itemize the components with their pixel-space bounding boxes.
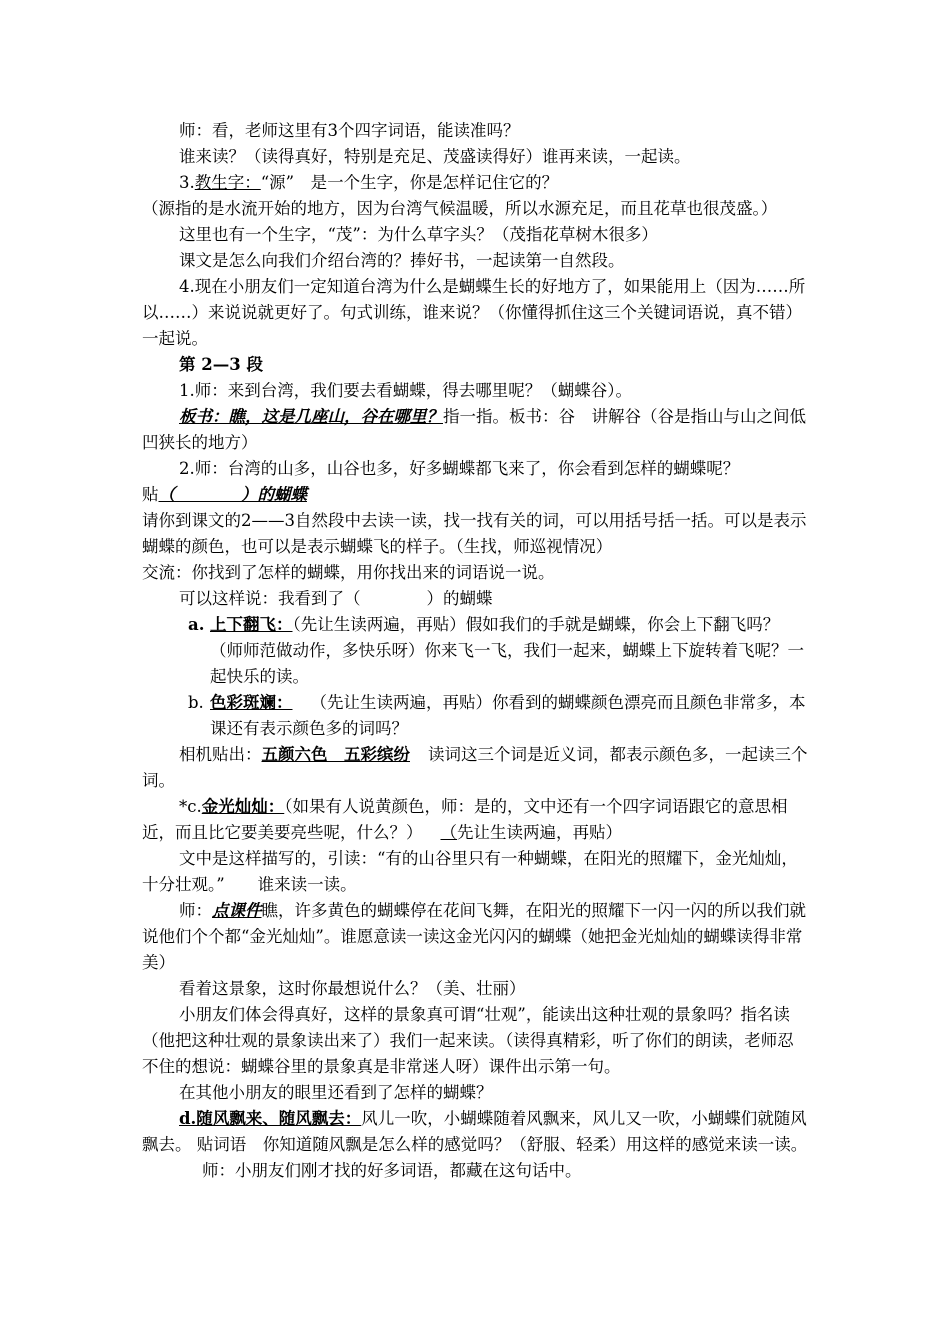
text: （如果有人说黄颜色，师：是的，文中还有一个四字词语跟它的意思相近，而且比它要美要亮些呢，什么？） bbox=[142, 797, 788, 842]
text: （先让生读两遍，再贴）你看到的蝴蝶颜色漂亮而且颜色非常多，本课还有表示颜色多的词吗？ bbox=[210, 693, 806, 738]
paragraph: 师：看，老师这里有3个四字词语，能读准吗？ bbox=[179, 121, 520, 140]
underlined-term: d.随风飘来、随风飘去： bbox=[179, 1109, 362, 1128]
text: 读词这三个词是近义词，都表示颜色多，一起读三个词。 bbox=[142, 745, 808, 790]
paragraph: 4.现在小朋友们一定知道台湾为什么是蝴蝶生长的好地方了，如果能用上（因为……所以……）来说说就更好了。句式训练，谁来说？（你懂得抓住这三个关键词语说，真不错）一起说。 bbox=[142, 277, 806, 348]
underlined-term: 色彩斑斓： bbox=[210, 693, 293, 712]
board-note: 点课件 bbox=[212, 901, 262, 920]
text: *c. bbox=[179, 797, 202, 816]
document-page bbox=[142, 118, 810, 1184]
underlined-term: 五颜六色 五彩缤纷 bbox=[261, 745, 410, 764]
paragraph: 看着这景象，这时你最想说什么？（美、壮丽） bbox=[179, 979, 526, 998]
list-item-a bbox=[142, 612, 810, 690]
paragraph: 2.师：台湾的山多，山谷也多，好多蝴蝶都飞来了，你会看到怎样的蝴蝶呢？ bbox=[179, 459, 740, 478]
paragraph bbox=[142, 482, 810, 508]
paragraph: 课文是怎么向我们介绍台湾的？捧好书，一起读第一自然段。 bbox=[179, 251, 625, 270]
text: “源” 是一个生字，你是怎样记住它的？ bbox=[260, 173, 559, 192]
text: 相机贴出： bbox=[179, 745, 262, 764]
underlined-term: 上下翻飞： bbox=[210, 615, 293, 634]
paragraph: 交流：你找到了怎样的蝴蝶，用你找出来的词语说一说。 bbox=[142, 563, 555, 582]
list-item-b bbox=[142, 690, 810, 742]
paragraph: 请你到课文的2——3自然段中去读一读，找一找有关的词，可以用括号括一括。可以是表示蝴蝶的颜色，也可以是表示蝴蝶飞的样子。（生找，师巡视情况） bbox=[142, 511, 807, 556]
paragraph bbox=[142, 742, 810, 794]
board-note: 板书：瞧，这是几座山，谷在哪里？ bbox=[179, 407, 443, 426]
text: 瞧，许多黄色的蝴蝶停在花间飞舞，在阳光的照耀下一闪一闪的所以我们就说他们个个都“金光灿灿”。谁愿意读一读这金光闪闪的蝴蝶（她把金光灿灿的蝴蝶读得非常美） bbox=[142, 901, 806, 972]
board-note: （ ）的蝴蝶 bbox=[158, 485, 307, 504]
text: 师： bbox=[179, 901, 212, 920]
paragraph bbox=[142, 794, 810, 846]
list-marker: a. bbox=[188, 615, 205, 634]
paragraph: 谁来读？（读得真好，特别是充足、茂盛读得好）谁再来读，一起读。 bbox=[179, 147, 691, 166]
paragraph: 可以这样说：我看到了（ ）的蝴蝶 bbox=[179, 589, 493, 608]
text: 指一指。板书：谷 讲解谷（谷是指山与山之间低凹狭长的地方） bbox=[142, 407, 806, 452]
text: 风儿一吹，小蝴蝶随着风飘来，风儿又一吹，小蝴蝶们就随风飘去。 贴词语 你知道随风飘是怎么样的感觉吗？（舒服、轻柔）用这样的感觉来读一读。 bbox=[142, 1109, 808, 1154]
underlined-term: 教生字： bbox=[194, 173, 261, 192]
paragraph: 文中是这样描写的，引读：“有的山谷里只有一种蝴蝶，在阳光的照耀下，金光灿灿，十分壮观。” 谁来读一读。 bbox=[142, 849, 798, 894]
paragraph bbox=[142, 1106, 810, 1158]
item-number: 3. bbox=[179, 173, 195, 192]
paragraph: 师：小朋友们刚才找的好多词语，都藏在这句话中。 bbox=[202, 1161, 582, 1180]
section-heading: 第 2—3 段 bbox=[179, 355, 263, 374]
paragraph: 1.师：来到台湾，我们要去看蝴蝶，得去哪里呢？（蝴蝶谷）。 bbox=[179, 381, 632, 400]
paragraph bbox=[142, 898, 810, 976]
list-marker: b. bbox=[188, 693, 204, 712]
text: 先让生读两遍，再贴） bbox=[457, 823, 622, 842]
text: （先让生读两遍，再贴）假如我们的手就是蝴蝶，你会上下翻飞吗？（师师范做动作，多快乐呀）你来飞一飞，我们一起来，蝴蝶上下旋转着飞呢？一起快乐的读。 bbox=[210, 615, 804, 686]
paragraph: 这里也有一个生字，“茂”：为什么草字头？（茂指花草树木很多） bbox=[179, 225, 658, 244]
paragraph: 在其他小朋友的眼里还看到了怎样的蝴蝶？ bbox=[179, 1083, 493, 1102]
paragraph: 小朋友们体会得真好，这样的景象真可谓“壮观”，能读出这种壮观的景象吗？指名读（他把这种壮观的景象读出来了）我们一起来读。（读得真精彩，听了你们的朗读，老师忍不住的想说：蝴蝶谷里的景象真是非常迷人呀）课件出示第一句。 bbox=[142, 1005, 794, 1076]
paragraph bbox=[142, 404, 810, 456]
underlined-bracket: （ bbox=[440, 823, 457, 842]
paragraph: （源指的是水流开始的地方，因为台湾气候温暖，所以水源充足，而且花草也很茂盛。） bbox=[142, 199, 778, 218]
underlined-term: 金光灿灿： bbox=[201, 797, 285, 816]
paragraph bbox=[142, 170, 810, 196]
text: 贴 bbox=[142, 485, 159, 504]
